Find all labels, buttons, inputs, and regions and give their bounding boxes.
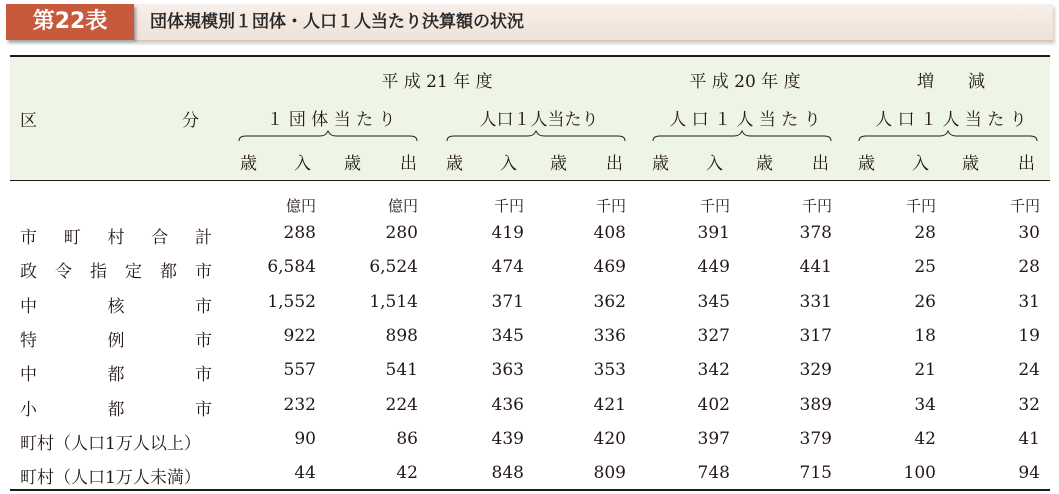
data-table: [10, 55, 1050, 491]
row-label-char: 都: [107, 399, 125, 420]
row-label-char: 計: [195, 228, 212, 248]
row-label-char: 市: [195, 262, 212, 283]
table-cell: 28: [914, 223, 936, 243]
table-cell: 922: [283, 325, 316, 346]
sub-sai-2: 歳: [344, 154, 361, 174]
title-bar: [0, 0, 1059, 46]
unit-label: 千円: [1009, 197, 1040, 215]
table-cell: 1,552: [267, 291, 316, 312]
sub-shutsu-2: 出: [606, 154, 623, 174]
row-label: [20, 223, 212, 248]
row-label-char: 政: [20, 262, 37, 283]
unit-label: 千円: [493, 197, 524, 215]
row-label-char: 例: [107, 330, 125, 351]
header-per-entity: １ 団 体 当 た り: [266, 110, 396, 130]
table-cell: 389: [799, 394, 832, 415]
row-label: [20, 292, 212, 317]
table-cell: 327: [697, 325, 730, 346]
sub-nyu-4: 入: [912, 154, 929, 174]
row-label-char: 市: [195, 399, 212, 420]
row-label-char: 都: [160, 262, 177, 283]
table-cell: 541: [385, 360, 418, 381]
row-label-char: 中: [20, 296, 37, 317]
table-cell: 288: [283, 223, 316, 243]
brace-3: [652, 130, 832, 142]
header-bottom-rule: [10, 180, 1050, 181]
header-h21: 平 成 21 年 度: [381, 72, 493, 92]
row-label-char: 特: [20, 330, 37, 351]
row-label: [20, 360, 212, 385]
table-cell: 41: [1018, 428, 1040, 449]
table-cell: 436: [491, 394, 524, 415]
table-cell: 809: [593, 463, 626, 484]
unit-label: 千円: [801, 197, 832, 215]
table-cell: 378: [799, 223, 832, 243]
sub-nyu-3: 入: [706, 154, 723, 174]
sub-sai-6: 歳: [756, 154, 773, 174]
unit-label: 千円: [699, 197, 730, 215]
sub-shutsu-1: 出: [400, 154, 417, 174]
table-cell: 90: [294, 428, 316, 449]
table-cell: 353: [593, 360, 626, 381]
row-label-char: 市: [20, 228, 37, 248]
table-cell: 34: [914, 394, 936, 415]
table-cell: 345: [697, 291, 730, 312]
sub-sai-7: 歳: [858, 154, 875, 174]
sub-nyu-2: 入: [500, 154, 517, 174]
row-label-char: 市: [195, 365, 212, 386]
table-cell: 402: [697, 394, 730, 415]
table-cell: 18: [914, 325, 936, 346]
table-cell: 44: [294, 463, 316, 484]
table-cell: 6,584: [267, 257, 316, 278]
row-label-char: 令: [55, 262, 72, 283]
table-cell: 421: [593, 394, 626, 415]
sub-sai-4: 歳: [550, 154, 567, 174]
row-label-char: 都: [107, 365, 125, 386]
table-cell: 232: [283, 394, 316, 415]
row-label: [20, 326, 212, 351]
table-cell: 30: [1018, 223, 1040, 243]
row-label-char: 町: [63, 228, 81, 248]
table-cell: 24: [1018, 360, 1040, 381]
unit-label: 千円: [595, 197, 626, 215]
brace-4: [858, 130, 1038, 142]
table-cell: 362: [593, 291, 626, 312]
table-cell: 342: [697, 360, 730, 381]
table-cell: 224: [385, 394, 418, 415]
row-label-char: 定: [125, 262, 142, 283]
table-cell: 317: [799, 325, 832, 346]
table-cell: 42: [914, 428, 936, 449]
brace-2: [446, 130, 626, 142]
table-cell: 42: [396, 463, 418, 484]
row-label-char: 合: [151, 228, 169, 248]
row-label: [20, 257, 212, 282]
row-label: 町村（人口1万人以上）: [20, 433, 201, 454]
table-top-rule: [10, 55, 1050, 57]
table-cell: 280: [385, 223, 418, 243]
table-cell: 21: [914, 360, 936, 381]
header-per-capita-h20: 人 口 １ 人 当 た り: [669, 110, 821, 130]
table-cell: 391: [697, 223, 730, 243]
table-cell: 86: [396, 428, 418, 449]
table-cell: 6,524: [369, 257, 418, 278]
table-cell: 420: [593, 428, 626, 449]
table-number-badge: 第22表: [6, 4, 134, 40]
unit-label: 千円: [905, 197, 936, 215]
row-label: 町村（人口1万人未満）: [20, 468, 201, 489]
sub-sai-3: 歳: [446, 154, 463, 174]
sub-nyu-1: 入: [294, 154, 311, 174]
sub-sai-8: 歳: [962, 154, 979, 174]
table-cell: 100: [903, 463, 936, 484]
table-cell: 379: [799, 428, 832, 449]
table-cell: 439: [491, 428, 524, 449]
table-cell: 397: [697, 428, 730, 449]
row-label-char: 指: [90, 262, 107, 283]
table-cell: 748: [697, 463, 730, 484]
table-title: 団体規模別１団体・人口１人当たり決算額の状況: [150, 12, 524, 32]
row-label-char: 市: [195, 296, 212, 317]
table-cell: 419: [491, 223, 524, 243]
table-cell: 363: [491, 360, 524, 381]
row-label-char: 中: [20, 365, 37, 386]
table-cell: 1,514: [369, 291, 418, 312]
table-cell: 371: [491, 291, 524, 312]
table-cell: 715: [799, 463, 832, 484]
row-label-char: 核: [107, 296, 125, 317]
row-label: [20, 395, 212, 420]
table-cell: 28: [1018, 257, 1040, 278]
table-cell: 25: [914, 257, 936, 278]
table-cell: 331: [799, 291, 832, 312]
table-cell: 32: [1018, 394, 1040, 415]
table-cell: 408: [593, 223, 626, 243]
table-cell: 441: [799, 257, 832, 278]
unit-label: 億円: [387, 197, 418, 215]
row-label-char: 市: [195, 330, 212, 351]
table-cell: 345: [491, 325, 524, 346]
brace-1: [238, 130, 418, 142]
table-cell: 336: [593, 325, 626, 346]
table-cell: 26: [914, 291, 936, 312]
row-label-char: 村: [107, 228, 125, 248]
sub-sai-5: 歳: [652, 154, 669, 174]
header-kubun-1: 区: [20, 111, 37, 131]
table-cell: 469: [593, 257, 626, 278]
table-cell: 449: [697, 257, 730, 278]
row-label-char: 小: [20, 399, 37, 420]
header-zougen: 増 減: [917, 72, 985, 92]
sub-sai-1: 歳: [240, 154, 257, 174]
sub-shutsu-4: 出: [1018, 154, 1035, 174]
header-per-capita-h21: 人口１人当たり: [479, 110, 599, 130]
table-cell: 557: [283, 360, 316, 381]
table-cell: 94: [1018, 463, 1040, 484]
table-bottom-rule: [10, 489, 1050, 491]
sub-shutsu-3: 出: [812, 154, 829, 174]
table-cell: 19: [1018, 325, 1040, 346]
header-per-capita-diff: 人 口 １ 人 当 た り: [875, 110, 1027, 130]
header-h20: 平 成 20 年 度: [689, 72, 801, 92]
table-cell: 848: [491, 463, 524, 484]
table-cell: 329: [799, 360, 832, 381]
unit-label: 億円: [285, 197, 316, 215]
table-cell: 898: [385, 325, 418, 346]
header-kubun-2: 分: [182, 111, 199, 131]
table-cell: 31: [1018, 291, 1040, 312]
table-cell: 474: [491, 257, 524, 278]
